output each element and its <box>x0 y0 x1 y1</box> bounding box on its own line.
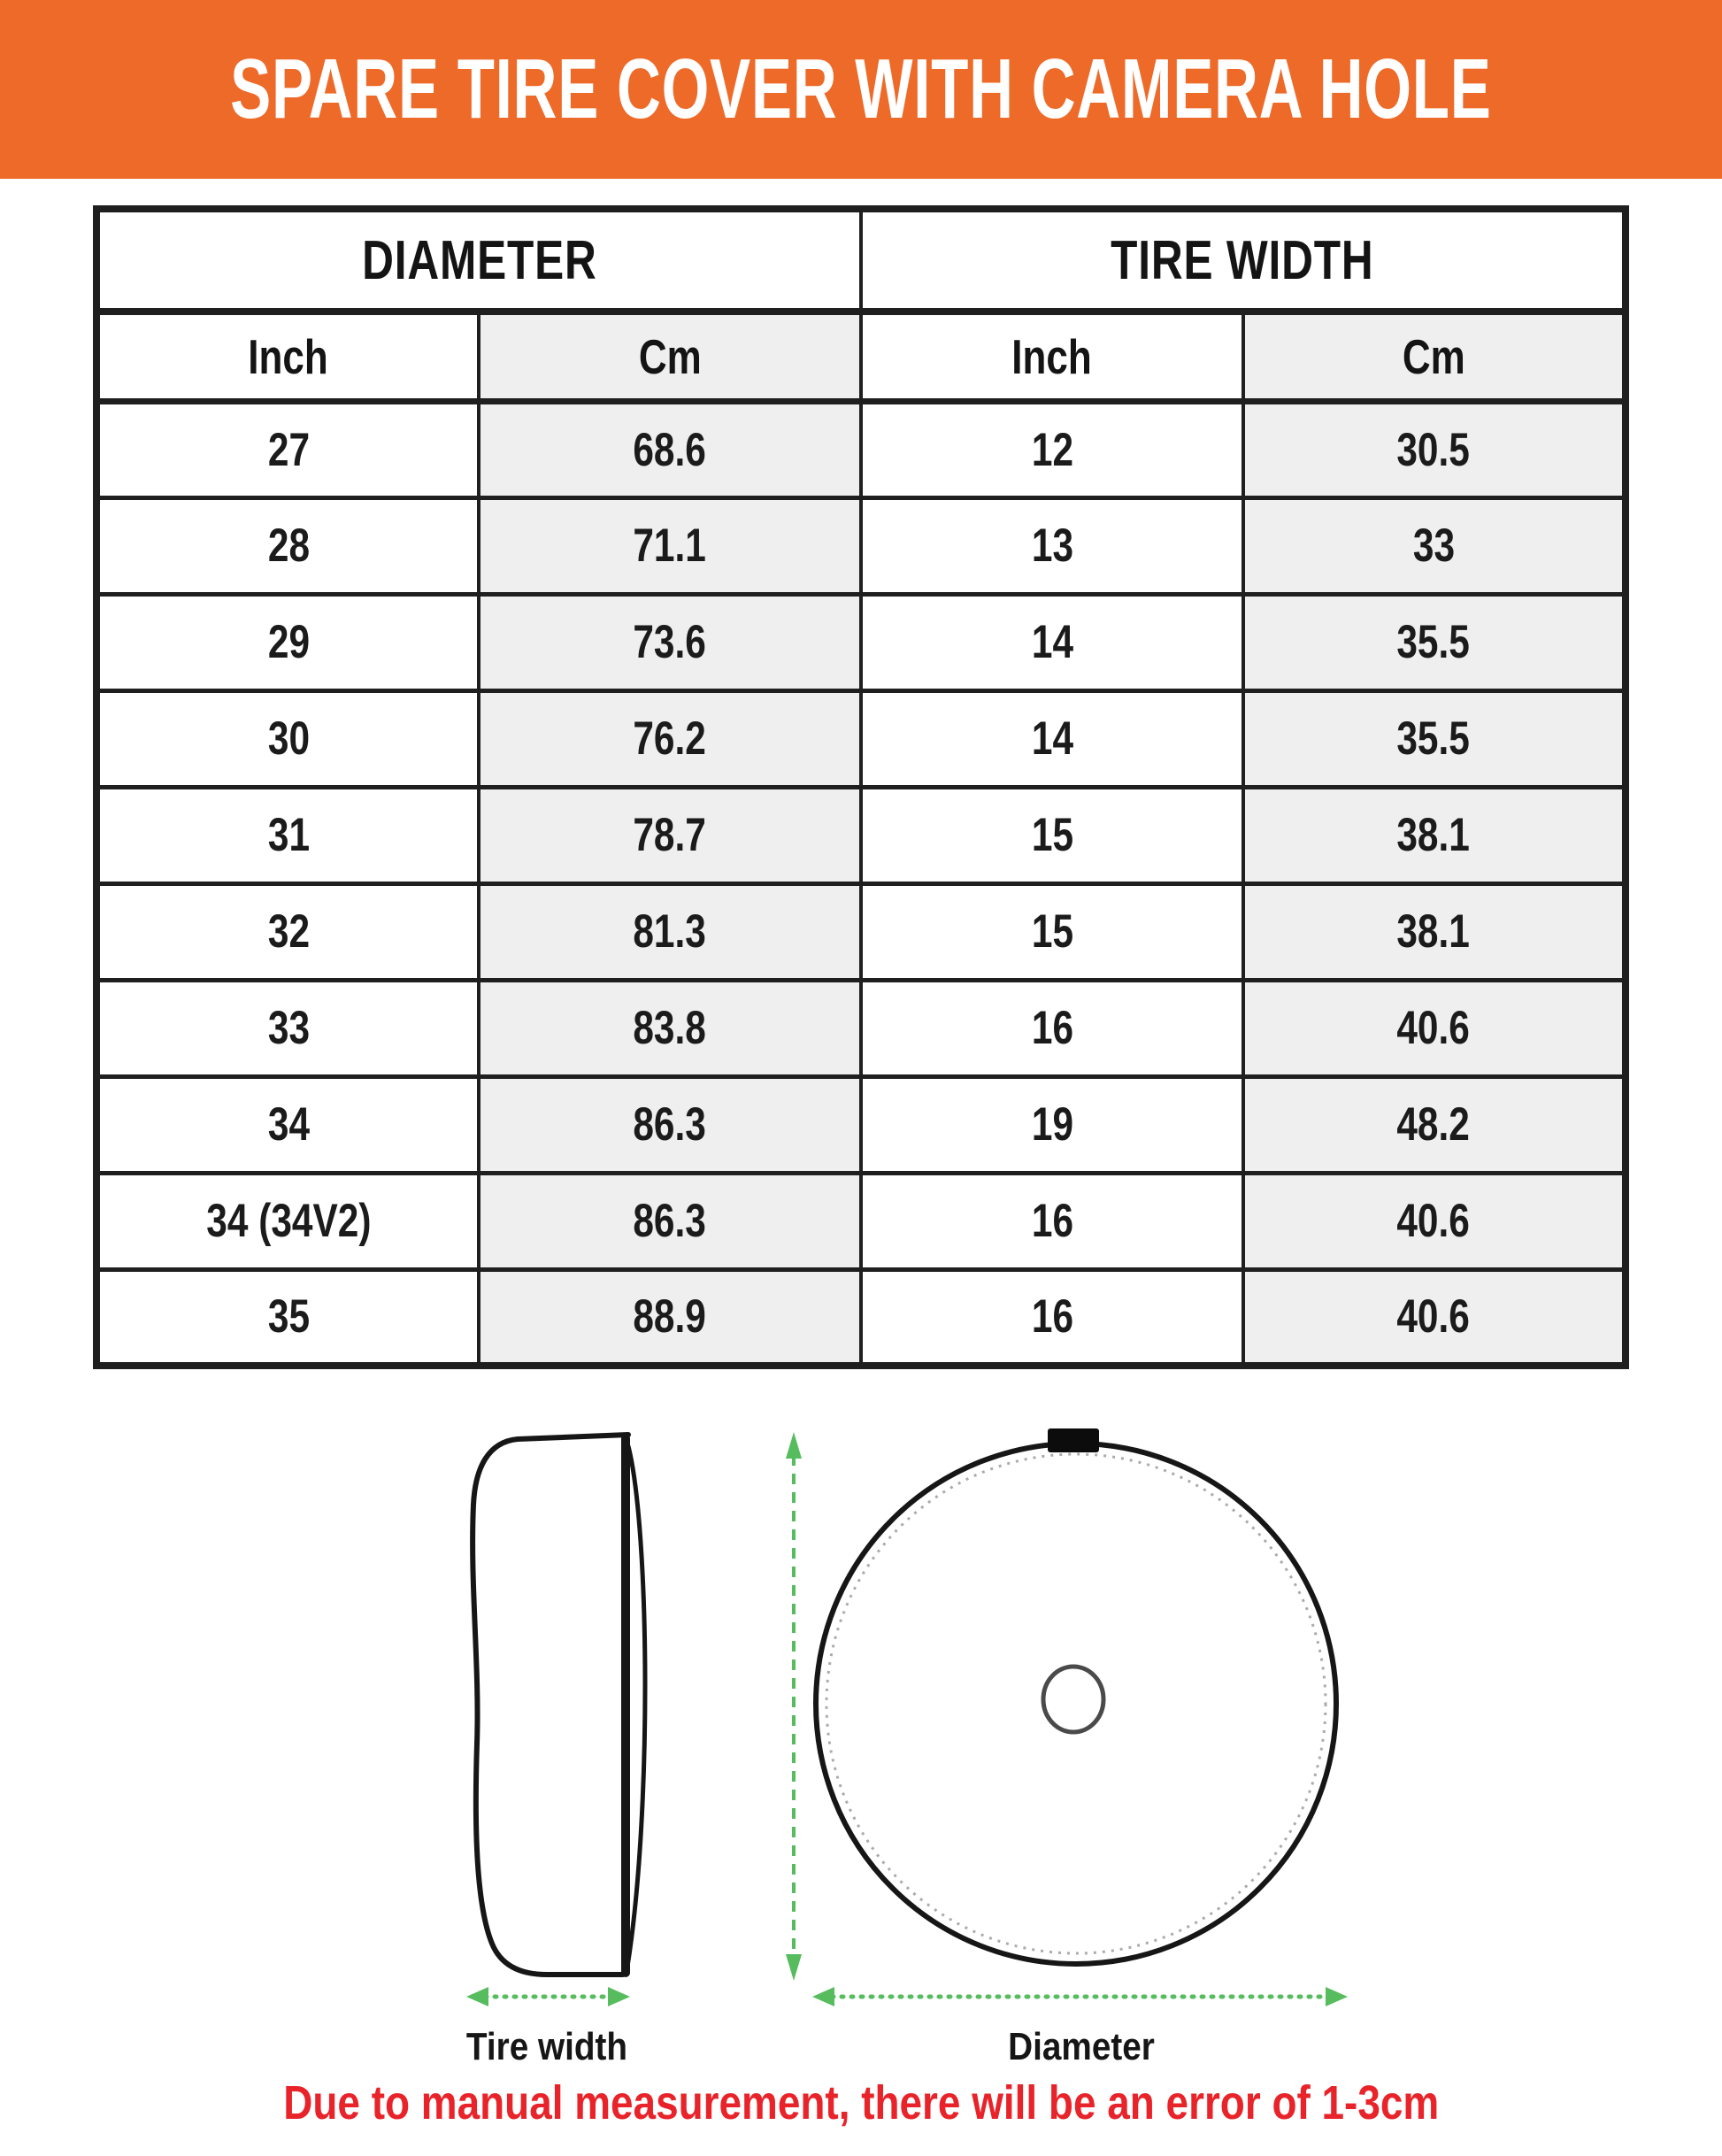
cell-diameter-cm: 73.6 <box>479 594 861 690</box>
measurement-diagram <box>0 1397 1722 2069</box>
diameter-label: Diameter <box>1008 2025 1155 2068</box>
side-view-outer-edge <box>627 1446 645 1967</box>
cell-diameter-inch: 27 <box>96 401 479 497</box>
cell-width-cm: 38.1 <box>1243 787 1626 883</box>
arrowhead-up-icon <box>786 1432 802 1459</box>
banner <box>0 0 1722 179</box>
table-group-header-row <box>96 209 1626 312</box>
cell-width-inch: 15 <box>861 787 1243 883</box>
cell-diameter-inch: 31 <box>96 787 479 883</box>
table-row <box>96 1269 1626 1366</box>
cell-diameter-inch: 34 (34V2) <box>96 1173 479 1269</box>
arrowhead-left-icon <box>466 1987 488 2006</box>
arrowhead-right-icon <box>1326 1987 1348 2006</box>
cell-width-inch: 14 <box>861 690 1243 787</box>
table-row <box>96 980 1626 1076</box>
table-row <box>96 401 1626 497</box>
measurement-note-text: Due to manual measurement, there will be an error of 1-3cm <box>282 2076 1439 2129</box>
cell-diameter-inch: 33 <box>96 980 479 1076</box>
cell-diameter-inch: 28 <box>96 497 479 594</box>
arrowhead-right-icon <box>608 1987 630 2006</box>
table-row <box>96 497 1626 594</box>
cell-width-cm: 33 <box>1243 497 1626 594</box>
table-column-header-row <box>96 312 1626 401</box>
group-header-diameter: DIAMETER <box>96 209 861 312</box>
cell-diameter-cm: 88.9 <box>479 1269 861 1366</box>
table-row <box>96 690 1626 787</box>
table-row <box>96 1076 1626 1173</box>
cell-width-cm: 35.5 <box>1243 690 1626 787</box>
table-row <box>96 787 1626 883</box>
cell-width-inch: 15 <box>861 883 1243 980</box>
cell-diameter-cm: 86.3 <box>479 1076 861 1173</box>
measurement-note <box>0 2075 1722 2130</box>
cell-diameter-cm: 81.3 <box>479 883 861 980</box>
cell-diameter-inch: 34 <box>96 1076 479 1173</box>
cell-width-inch: 12 <box>861 401 1243 497</box>
camera-hole <box>1043 1667 1103 1732</box>
cell-width-cm: 38.1 <box>1243 883 1626 980</box>
cell-width-cm: 40.6 <box>1243 980 1626 1076</box>
cell-width-inch: 13 <box>861 497 1243 594</box>
arrowhead-down-icon <box>786 1954 802 1981</box>
col-header-width-inch: Inch <box>861 312 1243 401</box>
col-header-diameter-inch: Inch <box>96 312 479 401</box>
group-header-tire-width: TIRE WIDTH <box>861 209 1626 312</box>
cell-width-inch: 16 <box>861 1269 1243 1366</box>
cell-width-cm: 48.2 <box>1243 1076 1626 1173</box>
tire-front-view <box>816 1428 1336 1964</box>
cell-width-cm: 35.5 <box>1243 594 1626 690</box>
strap-tab <box>1048 1428 1099 1452</box>
diameter-arrow-horizontal <box>812 1987 1348 2006</box>
cell-width-inch: 16 <box>861 980 1243 1076</box>
cell-diameter-cm: 83.8 <box>479 980 861 1076</box>
cell-diameter-inch: 35 <box>96 1269 479 1366</box>
col-header-width-cm: Cm <box>1243 312 1626 401</box>
cell-width-cm: 40.6 <box>1243 1173 1626 1269</box>
tire-width-label: Tire width <box>465 2025 628 2068</box>
col-header-diameter-cm: Cm <box>479 312 861 401</box>
table-row <box>96 594 1626 690</box>
cell-diameter-inch: 30 <box>96 690 479 787</box>
cell-width-cm: 30.5 <box>1243 401 1626 497</box>
cell-diameter-inch: 32 <box>96 883 479 980</box>
table-row <box>96 1173 1626 1269</box>
arrowhead-left-icon <box>812 1987 834 2006</box>
table-row <box>96 883 1626 980</box>
cell-diameter-cm: 86.3 <box>479 1173 861 1269</box>
page-title: SPARE TIRE COVER WITH CAMERA HOLE <box>230 42 1492 136</box>
cell-width-inch: 14 <box>861 594 1243 690</box>
tire-width-arrow <box>466 1987 630 2006</box>
cell-diameter-cm: 68.6 <box>479 401 861 497</box>
cell-width-inch: 19 <box>861 1076 1243 1173</box>
cell-diameter-cm: 71.1 <box>479 497 861 594</box>
cell-diameter-cm: 76.2 <box>479 690 861 787</box>
cell-width-inch: 16 <box>861 1173 1243 1269</box>
size-chart-table <box>93 205 1629 1369</box>
diameter-arrow-vertical <box>786 1432 802 1981</box>
tire-diagram-svg <box>0 1397 1722 2069</box>
cell-diameter-cm: 78.7 <box>479 787 861 883</box>
tire-side-view <box>473 1435 645 1975</box>
cell-width-cm: 40.6 <box>1243 1269 1626 1366</box>
cell-diameter-inch: 29 <box>96 594 479 690</box>
